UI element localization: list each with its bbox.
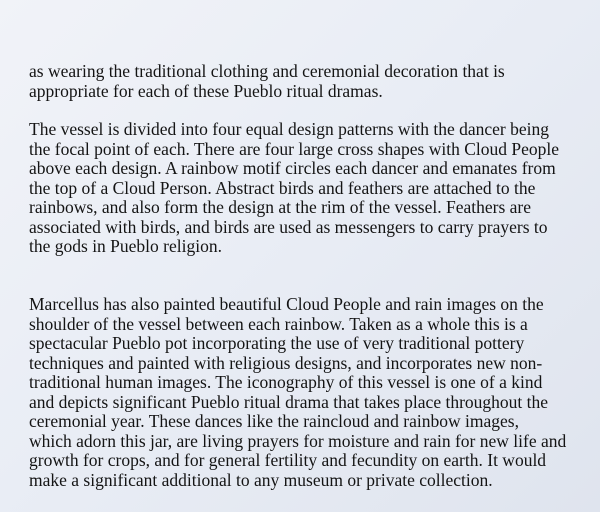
text-line: shoulder of the vessel between each rainbow. Taken as a whole this is a — [29, 313, 528, 334]
text-line: associated with birds, and birds are used as messengers to carry prayers to — [29, 216, 548, 237]
text-line: make a significant additional to any museum or private collection. — [29, 469, 493, 490]
text-line: growth for crops, and for general fertility and fecundity on earth. It would — [29, 450, 547, 470]
text-line: techniques and painted with religious designs, and incorporates new non- — [29, 352, 543, 373]
text-line: and depicts significant Pueblo ritual drama that takes place throughout the — [29, 391, 549, 412]
text-line: traditional human images. The iconography of this vessel is one of a kind — [29, 372, 543, 392]
text-line: which adorn this jar, are living prayers for moisture and rain for new life and — [29, 430, 567, 451]
text-line: the focal point of each. There are four large cross shapes with Cloud People — [29, 138, 560, 159]
text-line: spectacular Pueblo pot incorporating the use of very traditional pottery — [29, 333, 525, 353]
paragraph-vessel-design — [29, 120, 559, 257]
text-line: appropriate for each of these Pueblo ritual dramas. — [29, 80, 383, 101]
text-line: the top of a Cloud Person. Abstract birds and feathers are attached to the — [29, 177, 536, 198]
paragraph-clothing — [29, 62, 505, 101]
text-line: Marcellus has also painted beautiful Cloud People and rain images on the — [29, 294, 544, 314]
text-line: rainbows, and also form the design at the rim of the vessel. Feathers are — [29, 197, 532, 217]
text-line: above each design. A rainbow motif circles each dancer and emanates from — [29, 158, 556, 178]
text-line: as wearing the traditional clothing and ceremonial decoration that is — [29, 61, 505, 81]
paragraph-marcellus — [29, 295, 566, 490]
text-line: The vessel is divided into four equal design patterns with the dancer being — [29, 119, 550, 139]
text-line: ceremonial year. These dances like the raincloud and rainbow images, — [29, 411, 519, 431]
text-line: the gods in Pueblo religion. — [29, 236, 222, 256]
